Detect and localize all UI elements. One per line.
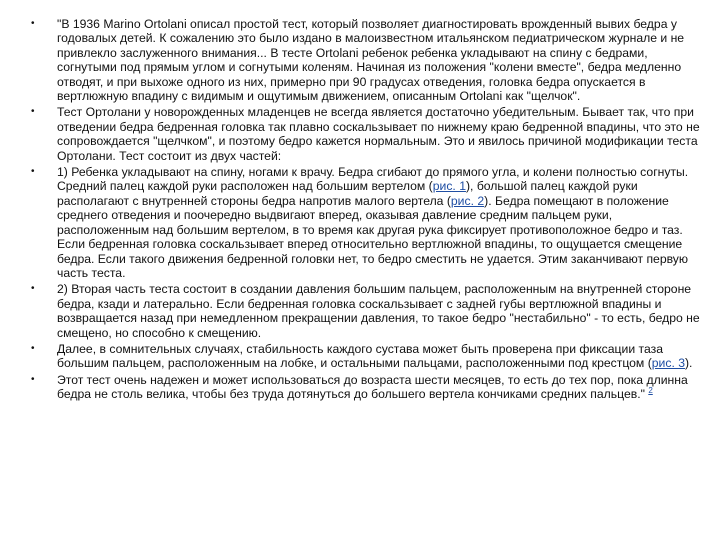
figure-1-link[interactable]: рис. 1 bbox=[432, 179, 466, 194]
paragraph-text-part: Далее, в сомнительных случаях, стабильность каждого сустава может быть проверена при фиксации таза большим пальцем, расположенным на лобке, и остальными пальцами, расположенными под крестцом ( bbox=[57, 341, 663, 371]
paragraph-text: "В 1936 Marino Ortolani описал простой тест, который позволяет диагностировать врожденный вывих бедра у годовалых детей. К сожалению это было издано в малоизвестном итальянском педиатрическом журнале и не привлекло заслуженного внимания... В тесте Ortolani ребенок ребенка укладывают на спину с бедрами, согнутыми под прямым углом и согнутыми коленям. Начиная из положения "колени вместе", бедра медленно отводят, и при выхоже одного из них, примерно при 90 градусах отведения, головка бедра опускается в вертлюжную впадину с видимым и ощутимым движением, описанным Ortolani как "щелчок". bbox=[57, 17, 685, 104]
footnote-link[interactable]: 2 bbox=[648, 386, 653, 396]
bullet-marker: • bbox=[31, 283, 35, 295]
bullet-marker: • bbox=[31, 166, 35, 178]
list-item bbox=[24, 373, 704, 402]
bullet-marker: • bbox=[31, 342, 35, 354]
paragraph-list bbox=[24, 17, 704, 404]
paragraph-text: Тест Ортолани у новорожденных младенцев не всегда является достаточно убедительным. Бывает так, что при отведении бедра бедренная головка так плавно соскальзывает по нижнему краю бедренной впадины, что это не сопровождается "щелчком", и поэтому бедро кажется нормальным. Это и явилось причиной модификации теста Ортолани. Тест состоит из двух частей: bbox=[57, 105, 700, 163]
paragraph-text bbox=[57, 165, 704, 280]
paragraph-text-part: ). bbox=[685, 356, 693, 371]
paragraph-text bbox=[57, 342, 704, 371]
paragraph-text-part: Этот тест очень надежен и может использоваться до возраста шести месяцев, то есть до тех пор, пока длинна бедра не столь велика, чтобы без труда дотянуться до большего вертела кончиками средних пальцев." bbox=[57, 372, 688, 402]
list-item bbox=[24, 165, 704, 280]
bullet-marker: • bbox=[31, 18, 35, 29]
figure-2-link[interactable]: рис. 2 bbox=[450, 193, 485, 208]
list-item bbox=[24, 282, 704, 340]
bullet-marker: • bbox=[31, 106, 35, 118]
paragraph-text: 2) Вторая часть теста состоит в создании давления большим пальцем, расположенным на внутренней стороне бедра, кзади и латерально. Если бедренная головка соскальзывает с задней губы вертлюжной впадины и возвращается назад при немедленном прекращении давления, то такое бедро "нестабильно" - то есть, бедро не смещено, но способно к смещению. bbox=[57, 282, 700, 340]
paragraph-text bbox=[57, 373, 704, 402]
paragraph-text-part: 1) Ребенка укладывают на спину, ногами к врачу. Бедра сгибают до прямого угла, и колени полностью согнуты. Средний палец каждой руки расположен над большим вертелом ( bbox=[57, 165, 689, 194]
list-item bbox=[24, 17, 704, 103]
paragraph-text-part: ), большой палец каждой руки располагают с внутренней стороны бедра напротив малого вертела ( bbox=[57, 179, 638, 208]
list-item bbox=[24, 105, 704, 163]
bullet-marker: • bbox=[31, 373, 35, 385]
paragraph-text-part: ). Бедра помещают в положение среднего отведения и поочередно выдвигают вперед, оказывая давление средним пальцем руки, расположенным над большим вертелом, в то время как другая рука фиксирует противоположное бедро и таз. Если бедренная головка соскальзывает вперед относительно вертлюжной впадины, то ощущается смещение бедра. Если такого движения бедренной головки нет, то бедро сместить не удается. Этим заканчивают первую часть теста. bbox=[57, 193, 689, 280]
list-item bbox=[24, 342, 704, 371]
figure-3-link[interactable]: рис. 3 bbox=[651, 356, 685, 371]
